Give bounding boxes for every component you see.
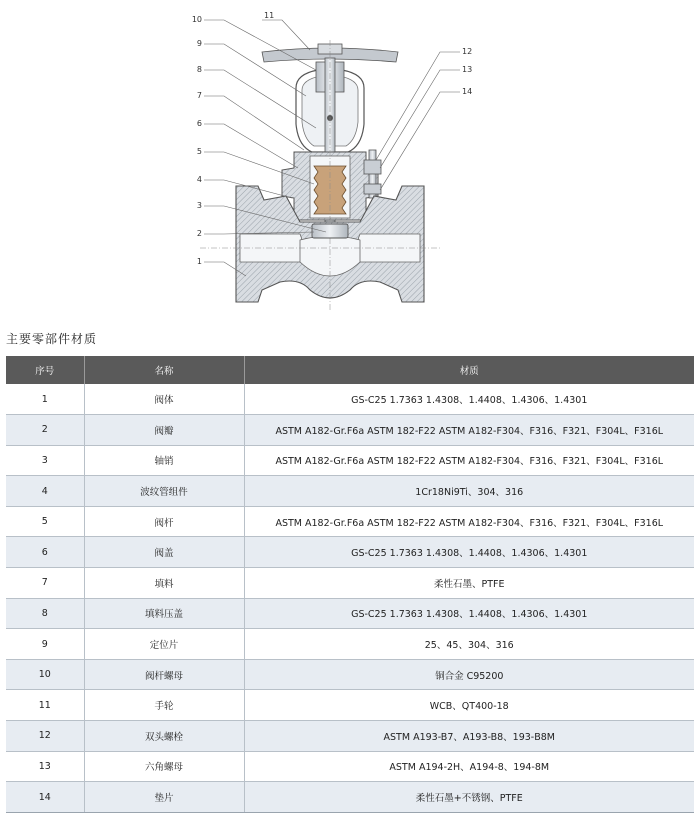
- table-row: [6, 690, 694, 721]
- stud-bolt-shape: [364, 150, 381, 198]
- callout-14: 14: [462, 87, 473, 96]
- header-number: 序号: [6, 356, 84, 384]
- table-header-row: [6, 356, 694, 384]
- cell-number: 11: [6, 690, 84, 721]
- cell-name: 阀瓣: [84, 415, 244, 446]
- table-body: [6, 384, 694, 812]
- cell-number: 1: [6, 384, 84, 415]
- cell-name: 手轮: [84, 690, 244, 721]
- cell-material: GS-C25 1.7363 1.4308、1.4408、1.4306、1.4301: [244, 537, 694, 568]
- callout-6: 6: [196, 119, 202, 128]
- cell-number: 2: [6, 415, 84, 446]
- cell-number: 4: [6, 476, 84, 507]
- cell-material: GS-C25 1.7363 1.4308、1.4408、1.4306、1.4301: [244, 384, 694, 415]
- header-material: 材质: [244, 356, 694, 384]
- cell-material: 25、45、304、316: [244, 629, 694, 660]
- valve-drawing-svg: [0, 0, 700, 330]
- cell-material: WCB、QT400-18: [244, 690, 694, 721]
- callout-1: 1: [196, 257, 202, 266]
- cell-number: 12: [6, 721, 84, 752]
- table-row: [6, 476, 694, 507]
- cell-name: 垫片: [84, 782, 244, 813]
- cell-name: 阀杆螺母: [84, 659, 244, 690]
- table-row: [6, 506, 694, 537]
- cell-material: GS-C25 1.7363 1.4308、1.4408、1.4306、1.4301: [244, 598, 694, 629]
- table-row: [6, 629, 694, 660]
- callout-13: 13: [462, 65, 473, 74]
- table-row: [6, 537, 694, 568]
- cell-name: 六角螺母: [84, 751, 244, 782]
- cell-name: 波纹管组件: [84, 476, 244, 507]
- cell-number: 9: [6, 629, 84, 660]
- cell-number: 14: [6, 782, 84, 813]
- table-row: [6, 598, 694, 629]
- cell-number: 5: [6, 506, 84, 537]
- callout-9: 9: [196, 39, 202, 48]
- cell-material: ASTM A182-Gr.F6a ASTM 182-F22 ASTM A182-F304、F316、F321、F304L、F316L: [244, 445, 694, 476]
- valve-cross-section-drawing: [0, 0, 700, 330]
- cell-name: 轴销: [84, 445, 244, 476]
- cell-number: 13: [6, 751, 84, 782]
- cell-name: 填料: [84, 568, 244, 599]
- table-row: [6, 751, 694, 782]
- cell-name: 阀体: [84, 384, 244, 415]
- section-title: 主要零部件材质: [6, 332, 98, 346]
- table-row: [6, 415, 694, 446]
- cell-number: 8: [6, 598, 84, 629]
- table-row: [6, 782, 694, 813]
- cell-material: 1Cr18Ni9Ti、304、316: [244, 476, 694, 507]
- cell-material: 柔性石墨、PTFE: [244, 568, 694, 599]
- cell-number: 10: [6, 659, 84, 690]
- cell-material: 柔性石墨+不锈钢、PTFE: [244, 782, 694, 813]
- disc-shape: [312, 224, 348, 238]
- callout-5: 5: [196, 147, 202, 156]
- cell-material: ASTM A193-B7、A193-B8、193-B8M: [244, 721, 694, 752]
- cell-name: 阀杆: [84, 506, 244, 537]
- table-row: [6, 721, 694, 752]
- cell-name: 双头螺栓: [84, 721, 244, 752]
- cell-number: 7: [6, 568, 84, 599]
- cell-material: ASTM A194-2H、A194-8、194-8M: [244, 751, 694, 782]
- materials-table: [6, 356, 694, 813]
- cell-material: ASTM A182-Gr.F6a ASTM 182-F22 ASTM A182-F304、F316、F321、F304L、F316L: [244, 506, 694, 537]
- cell-material: ASTM A182-Gr.F6a ASTM 182-F22 ASTM A182-F304、F316、F321、F304L、F316L: [244, 415, 694, 446]
- cell-number: 6: [6, 537, 84, 568]
- table-row: [6, 445, 694, 476]
- callout-12: 12: [462, 47, 473, 56]
- table-row: [6, 659, 694, 690]
- callout-10: 10: [191, 15, 202, 24]
- table-row: [6, 384, 694, 415]
- callout-7: 7: [196, 91, 202, 100]
- cell-name: 填料压盖: [84, 598, 244, 629]
- callout-2: 2: [196, 229, 202, 238]
- callout-8: 8: [196, 65, 202, 74]
- cell-name: 定位片: [84, 629, 244, 660]
- callout-3: 3: [196, 201, 202, 210]
- callout-11: 11: [264, 11, 275, 20]
- cell-material: 铜合金 C95200: [244, 659, 694, 690]
- header-name: 名称: [84, 356, 244, 384]
- callout-4: 4: [196, 175, 202, 184]
- cell-name: 阀盖: [84, 537, 244, 568]
- table-row: [6, 568, 694, 599]
- cell-number: 3: [6, 445, 84, 476]
